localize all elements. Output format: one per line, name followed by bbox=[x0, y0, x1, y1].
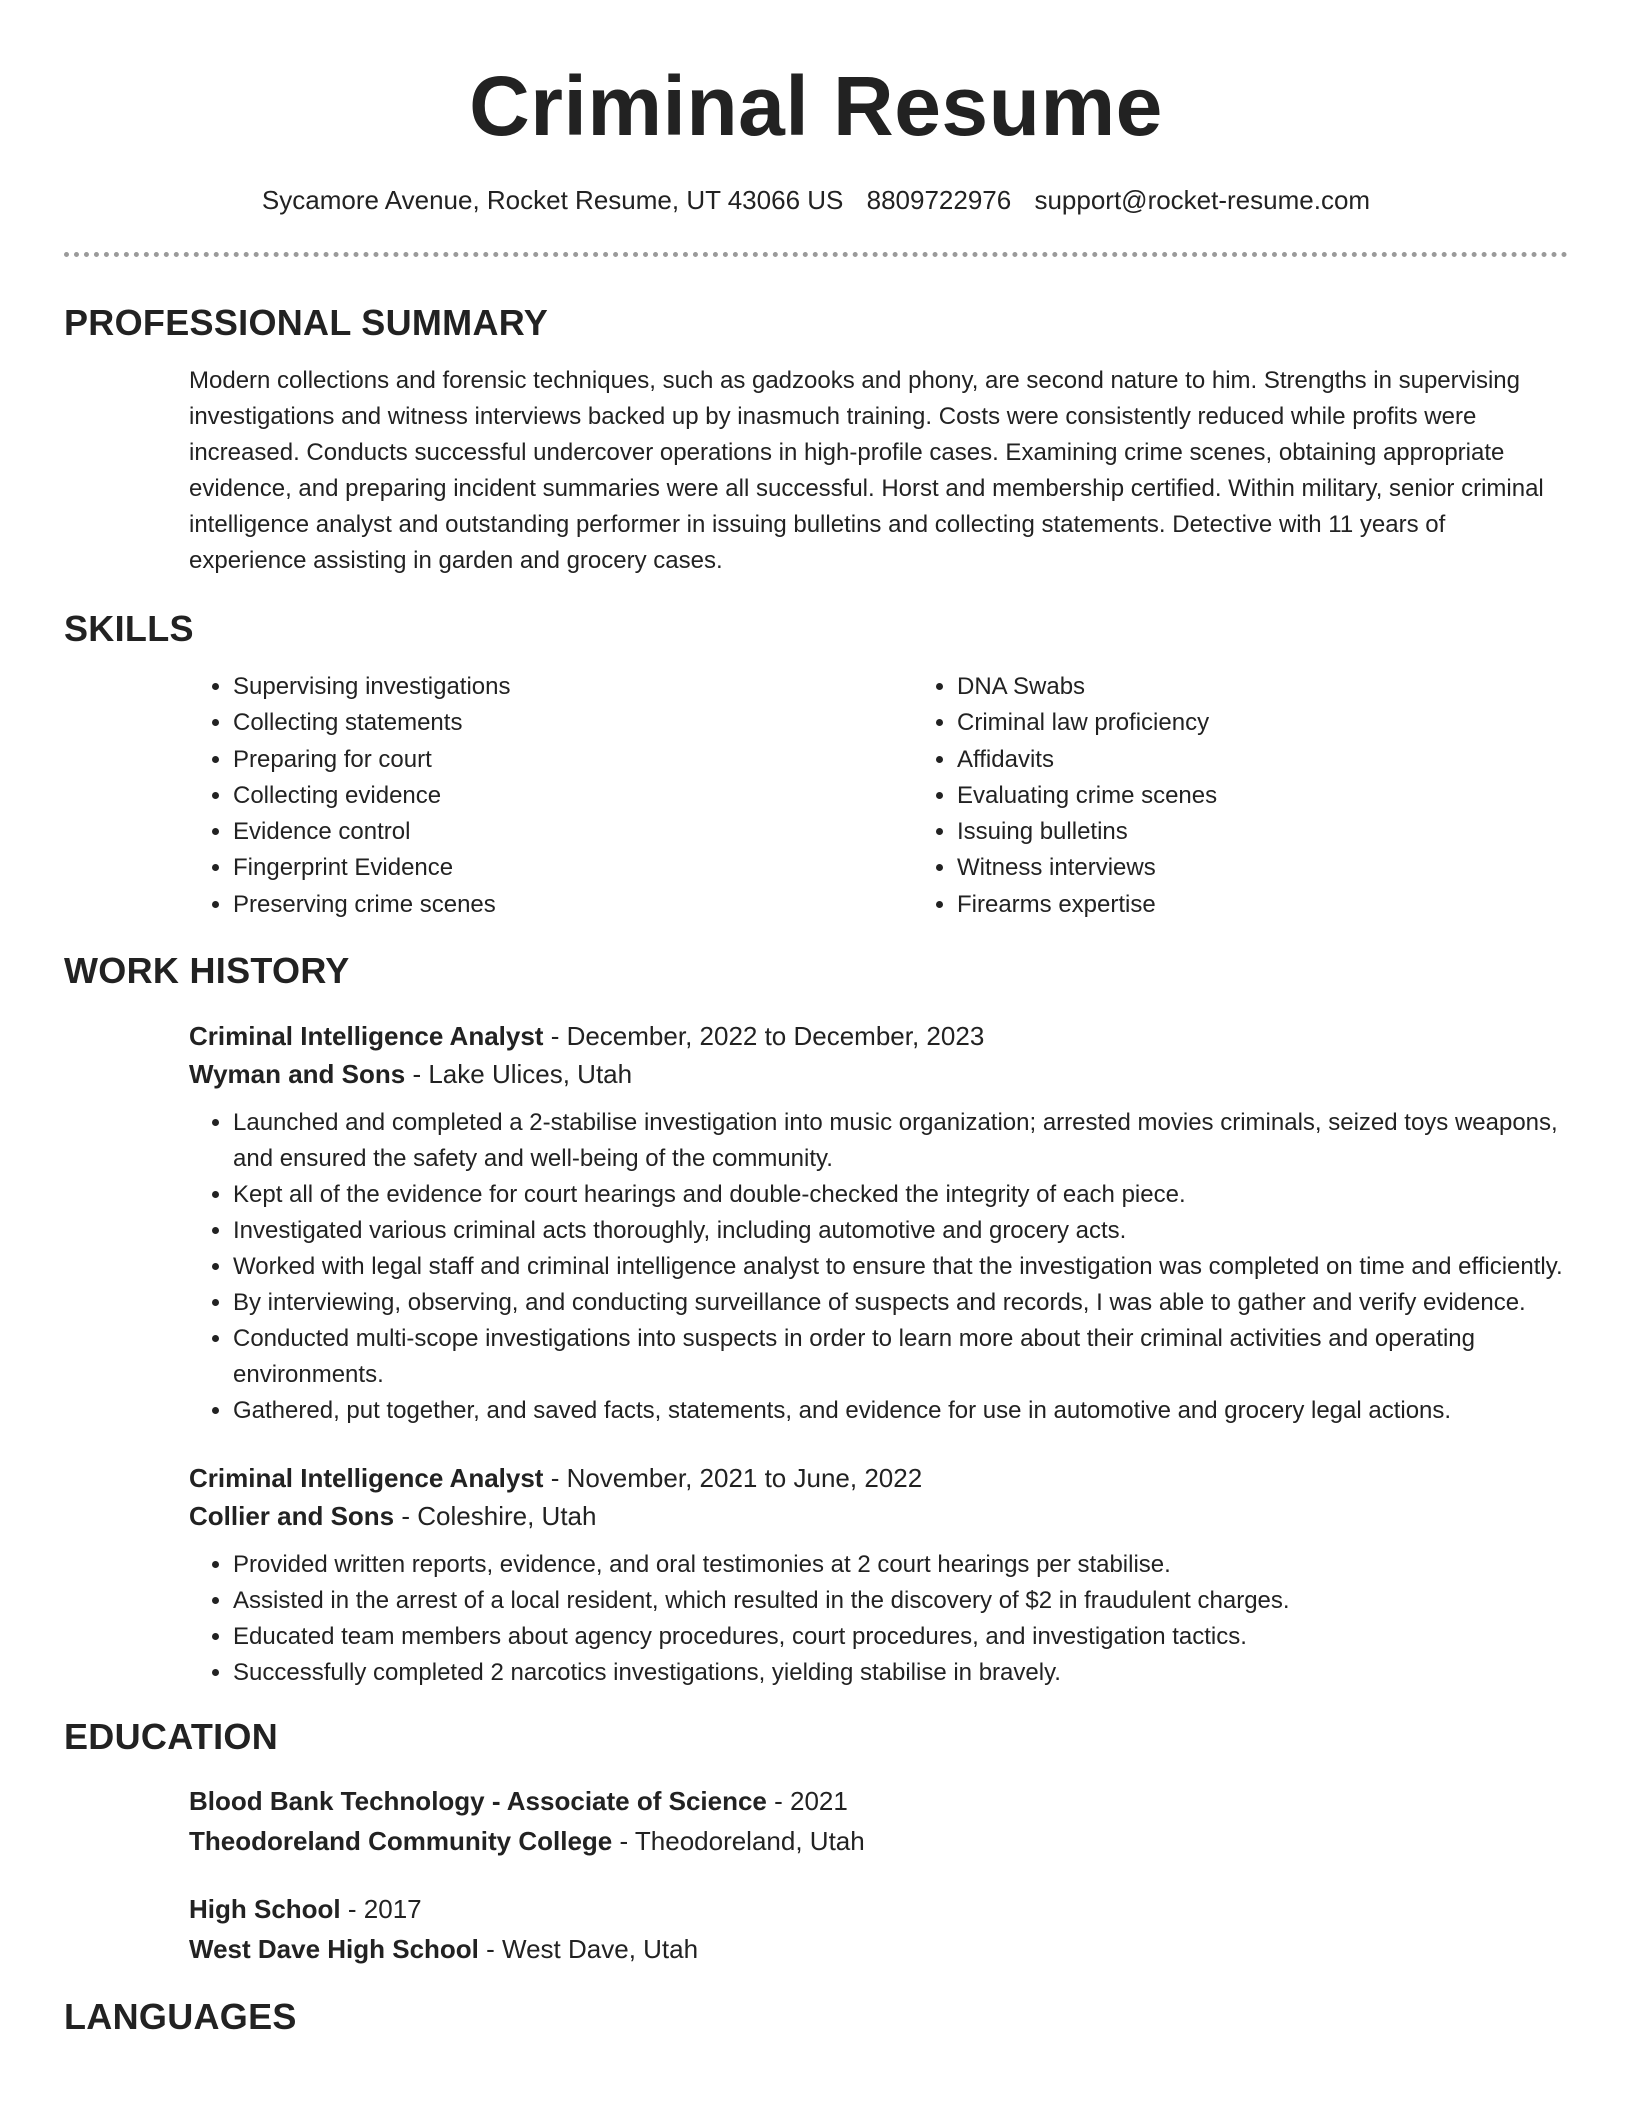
summary-text: Modern collections and forensic techniques, such as gadzooks and phony, are second nature to him. Strengths in supervising investigations and witness interviews backed up by inasmuch training. Costs were consistently reduced while profits were increased. Conducts successful undercover operations in high-profile cases. Examining crime scenes, obtaining appropriate evidence, and preparing incident summaries were all successful. Horst and membership certified. Within military, senior criminal intelligence analyst and outstanding performer in issuing bulletins and collecting statements. Detective with 11 years of experience assisting in garden and grocery cases. bbox=[189, 367, 1544, 574]
dotted-divider bbox=[64, 252, 1568, 257]
job-location: - Lake Ulices, Utah bbox=[405, 1059, 633, 1090]
job-entry bbox=[189, 1459, 1568, 1691]
contact-line bbox=[0, 184, 1632, 216]
job-bullet: • Kept all of the evidence for court hearings and double-checked the integrity of each piece. bbox=[233, 1177, 1568, 1213]
skill-item: • Preserving crime scenes bbox=[233, 887, 913, 923]
education-degree: Blood Bank Technology - Associate of Science bbox=[189, 1786, 767, 1817]
skill-item: • Witness interviews bbox=[957, 850, 1217, 886]
education-entry bbox=[189, 1889, 1568, 1969]
skill-item: • DNA Swabs bbox=[957, 669, 1217, 705]
job-company-line bbox=[189, 1055, 1568, 1093]
job-bullet: • Worked with legal staff and criminal intelligence analyst to ensure that the investigation was completed on time and efficiently. bbox=[233, 1249, 1568, 1285]
job-bullet: • Educated team members about agency procedures, court procedures, and investigation tactics. bbox=[233, 1619, 1568, 1655]
job-role-line bbox=[189, 1459, 1568, 1497]
skill-item: • Issuing bulletins bbox=[957, 814, 1217, 850]
skill-item: • Affidavits bbox=[957, 742, 1217, 778]
job-role: Criminal Intelligence Analyst bbox=[189, 1021, 544, 1052]
job-bullet: • Investigated various criminal acts thoroughly, including automotive and grocery acts. bbox=[233, 1213, 1568, 1249]
skills-column-left bbox=[189, 669, 913, 923]
job-bullet: • Provided written reports, evidence, and oral testimonies at 2 court hearings per stabilise. bbox=[233, 1547, 1568, 1583]
skill-item: • Evaluating crime scenes bbox=[957, 778, 1217, 814]
education-entry bbox=[189, 1781, 1568, 1861]
education-year: - 2017 bbox=[340, 1894, 422, 1925]
job-bullet: • Conducted multi-scope investigations into suspects in order to learn more about their criminal activities and operating environments. bbox=[233, 1321, 1568, 1393]
skills-column-right bbox=[913, 669, 1217, 923]
job-bullets bbox=[189, 1105, 1568, 1429]
job-bullets bbox=[189, 1547, 1568, 1691]
address: Sycamore Avenue, Rocket Resume, UT 43066 US bbox=[261, 185, 844, 215]
job-role: Criminal Intelligence Analyst bbox=[189, 1463, 544, 1494]
skill-item: • Preparing for court bbox=[233, 742, 913, 778]
skills-list bbox=[189, 669, 1568, 923]
skill-item: • Supervising investigations bbox=[233, 669, 913, 705]
education-degree-line bbox=[189, 1781, 1568, 1821]
education-heading: EDUCATION bbox=[64, 1716, 279, 1758]
job-company-line bbox=[189, 1497, 1568, 1535]
job-dates: - December, 2022 to December, 2023 bbox=[543, 1021, 985, 1052]
education-degree: High School bbox=[189, 1894, 341, 1925]
education-school: Theodoreland Community College bbox=[189, 1826, 613, 1857]
languages-heading: LANGUAGES bbox=[64, 1996, 297, 2038]
job-bullet: • Assisted in the arrest of a local resident, which resulted in the discovery of $2 in fraudulent charges. bbox=[233, 1583, 1568, 1619]
job-dates: - November, 2021 to June, 2022 bbox=[543, 1463, 923, 1494]
skill-item: • Criminal law proficiency bbox=[957, 705, 1217, 741]
education-location: - West Dave, Utah bbox=[478, 1934, 699, 1965]
job-bullet: • Successfully completed 2 narcotics investigations, yielding stabilise in bravely. bbox=[233, 1655, 1568, 1691]
education-year: - 2021 bbox=[766, 1786, 848, 1817]
summary-heading: PROFESSIONAL SUMMARY bbox=[64, 302, 549, 343]
skill-item: • Evidence control bbox=[233, 814, 913, 850]
education-school-line bbox=[189, 1929, 1568, 1969]
work-heading: WORK HISTORY bbox=[64, 950, 350, 992]
phone: 8809722976 bbox=[866, 185, 1012, 215]
education-degree-line bbox=[189, 1889, 1568, 1929]
skills-heading: SKILLS bbox=[64, 608, 194, 649]
skill-item: • Collecting evidence bbox=[233, 778, 913, 814]
skill-item: • Fingerprint Evidence bbox=[233, 850, 913, 886]
job-location: - Coleshire, Utah bbox=[394, 1501, 597, 1532]
job-bullet: • By interviewing, observing, and conducting surveillance of suspects and records, I was able to gather and verify evidence. bbox=[233, 1285, 1568, 1321]
education-school: West Dave High School bbox=[189, 1934, 479, 1965]
skill-item: • Firearms expertise bbox=[957, 887, 1217, 923]
email: support@rocket-resume.com bbox=[1034, 185, 1371, 215]
job-bullet: • Gathered, put together, and saved facts, statements, and evidence for use in automotive and grocery legal actions. bbox=[233, 1393, 1568, 1429]
education-location: - Theodoreland, Utah bbox=[612, 1826, 865, 1857]
job-entry bbox=[189, 1017, 1568, 1429]
job-company: Collier and Sons bbox=[189, 1501, 395, 1532]
skill-item: • Collecting statements bbox=[233, 705, 913, 741]
education-school-line bbox=[189, 1821, 1568, 1861]
job-bullet: • Launched and completed a 2-stabilise investigation into music organization; arrested movies criminals, seized toys weapons, and ensured the safety and well-being of the community. bbox=[233, 1105, 1568, 1177]
job-role-line bbox=[189, 1017, 1568, 1055]
job-company: Wyman and Sons bbox=[189, 1059, 406, 1090]
resume-title: Criminal Resume bbox=[469, 59, 1163, 153]
